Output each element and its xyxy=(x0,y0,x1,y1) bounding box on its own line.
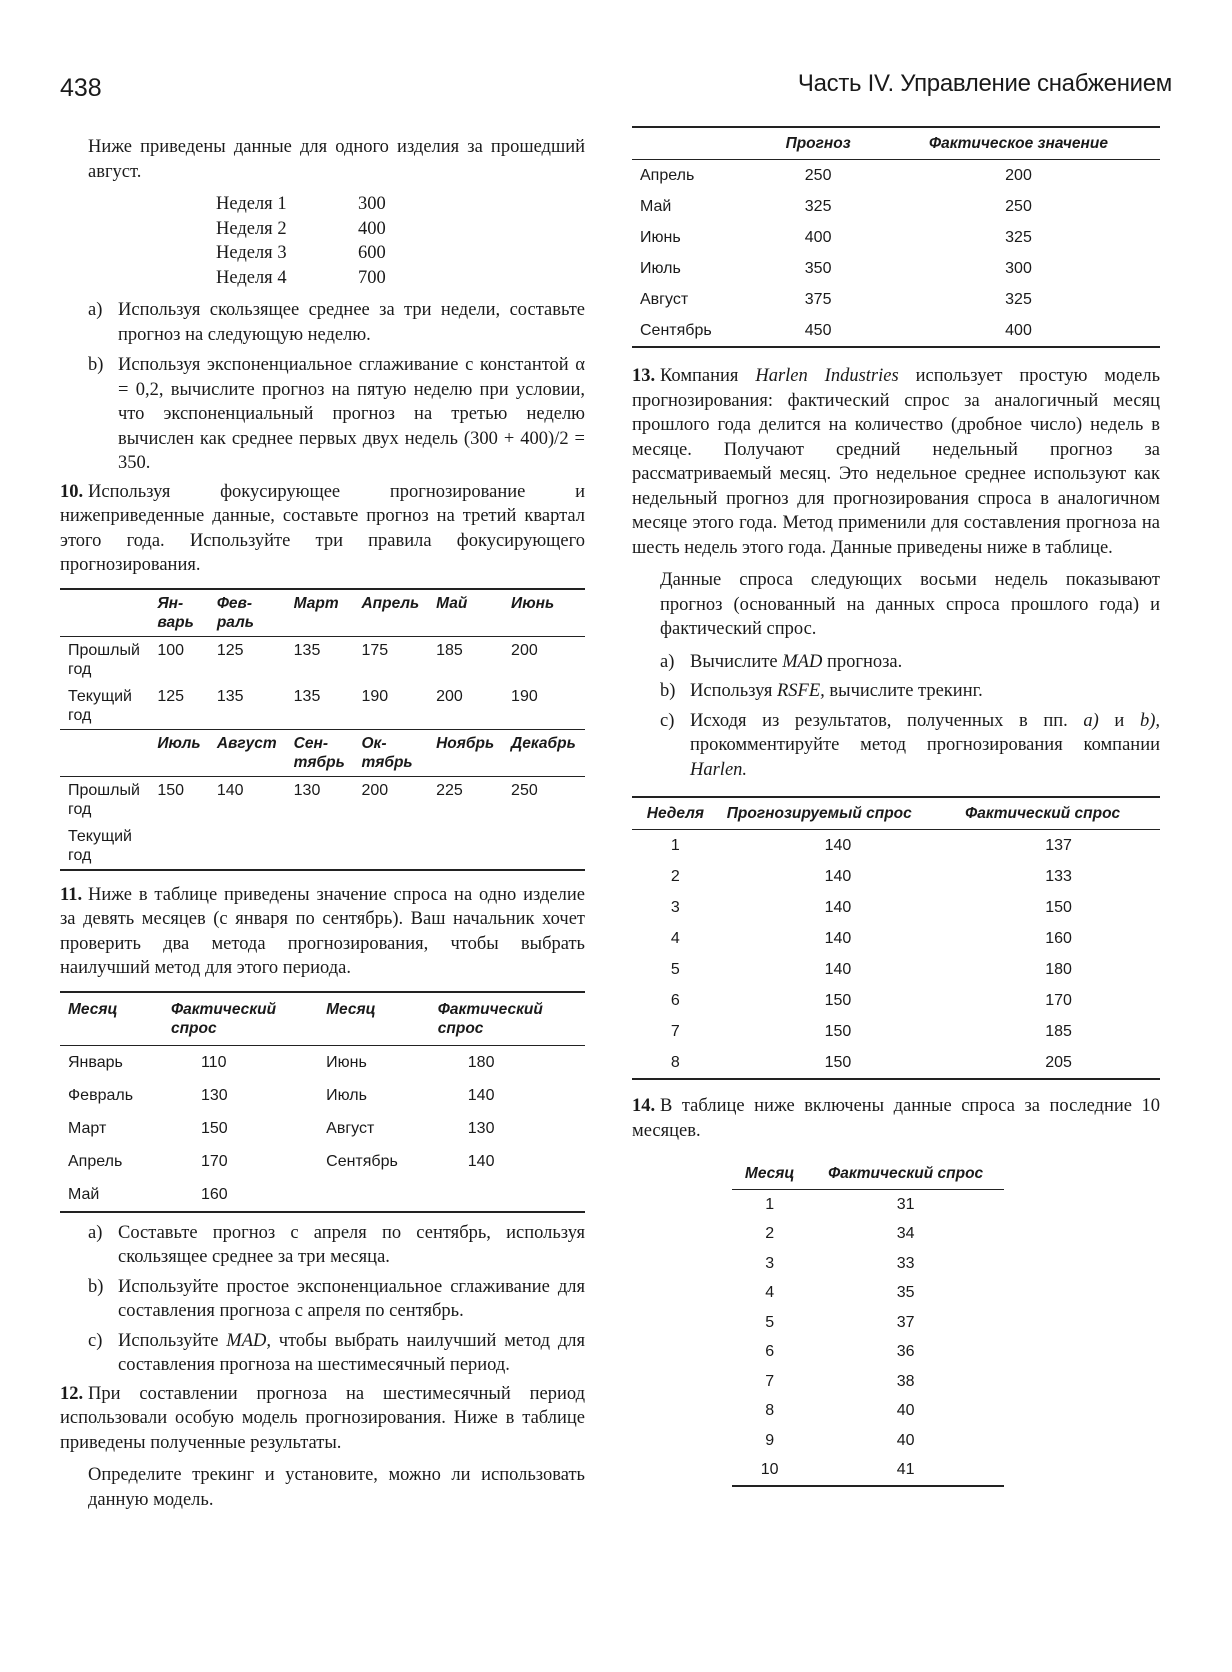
q13a-em: MAD xyxy=(782,651,823,672)
q12-text: При составлении прогноза на шестимесячный период использовали особую модель прогнозирования. Ниже в таблице приведены полученные результаты. xyxy=(60,1383,585,1453)
cell: Сентябрь xyxy=(640,322,712,339)
q9b-marker: b) xyxy=(88,355,104,375)
header-row xyxy=(632,797,1160,830)
left-column xyxy=(60,135,585,1512)
table-row xyxy=(732,1219,1004,1249)
table-row xyxy=(60,823,585,870)
table-row xyxy=(60,636,585,683)
q13b-pre: Используя xyxy=(690,681,777,701)
week-list xyxy=(216,192,585,290)
table-row xyxy=(632,284,1160,315)
cell: 150 xyxy=(824,1023,852,1040)
cell: 140 xyxy=(467,1086,495,1104)
right-column xyxy=(632,126,1160,1487)
cell: 34 xyxy=(896,1225,915,1242)
q11c-post: чтобы выбрать наилучший метод для составления прогноза на шестимесячный период. xyxy=(118,1330,585,1375)
cell: 140 xyxy=(216,781,244,799)
header-cell: Май xyxy=(436,594,468,612)
q12 xyxy=(60,1382,585,1456)
q9-intro: Ниже приведены данные для одного изделия за прошедший август. xyxy=(88,137,585,182)
header-cell: Фактический спрос xyxy=(170,1000,277,1037)
week-value: 400 xyxy=(358,218,386,239)
header-row xyxy=(732,1159,1004,1189)
cell: 400 xyxy=(804,229,832,246)
table-row xyxy=(60,1045,585,1079)
header-cell: Июль xyxy=(157,734,201,752)
table-row xyxy=(732,1426,1004,1456)
q13c-em3: Harlen. xyxy=(690,759,748,780)
cell: 180 xyxy=(467,1053,495,1071)
q13c xyxy=(632,709,1160,783)
cell: 4 xyxy=(670,930,680,947)
cell: 40 xyxy=(896,1402,915,1419)
header-cell: Фактический спрос xyxy=(965,805,1121,822)
q11a xyxy=(60,1221,585,1270)
q13a-marker: а) xyxy=(660,651,675,672)
q11-text: Ниже в таблице приведены значение спроса на одно изделие за девять месяцев (с января по сентябрь). Ваш начальник хочет проверить два метода прогнозирования, чтобы выбрать наилучший метод для этого периода. xyxy=(60,884,585,978)
cell: 125 xyxy=(157,687,185,705)
cell: 150 xyxy=(200,1119,228,1137)
cell: 100 xyxy=(157,641,185,659)
table-row xyxy=(732,1278,1004,1308)
row-label: Текущий год xyxy=(68,687,132,724)
q11c-pre: Используйте xyxy=(118,1330,227,1351)
cell xyxy=(428,823,503,870)
cell: 375 xyxy=(804,291,832,308)
q11a-marker: а) xyxy=(88,1222,103,1243)
q14-marker: 14. xyxy=(632,1096,656,1116)
q10-text: Используя фокусирующее прогнозирование и нижеприведенные данные, составьте прогноз на третий квартал этого года. Используйте три правила фокусирующего прогнозирования. xyxy=(60,481,585,575)
cell: 135 xyxy=(216,687,244,705)
cell xyxy=(286,823,354,870)
header-cell: Фев- раль xyxy=(216,594,254,631)
cell: 36 xyxy=(896,1343,915,1360)
cell: 175 xyxy=(361,641,389,659)
cell: 325 xyxy=(1005,229,1032,246)
table-row xyxy=(632,954,1160,985)
cell: Май xyxy=(68,1185,100,1203)
week-value: 600 xyxy=(358,243,386,263)
q13a xyxy=(632,650,1160,675)
row-label: Прошлый год xyxy=(68,641,140,678)
header-cell: Прогноз xyxy=(785,135,851,152)
cell: 5 xyxy=(765,1313,775,1331)
cell: Апрель xyxy=(68,1152,123,1170)
q13-text xyxy=(632,364,1160,560)
cell: 190 xyxy=(361,687,389,705)
q11 xyxy=(60,883,585,981)
header-cell: Фактическое значение xyxy=(929,135,1108,152)
cell: 180 xyxy=(1045,961,1072,978)
q13-em: Harlen Industries xyxy=(755,366,899,386)
cell: 31 xyxy=(896,1195,915,1213)
header-cell: Фактический спрос xyxy=(437,1000,543,1037)
q11b-marker: b) xyxy=(88,1276,104,1297)
cell: 250 xyxy=(1005,198,1032,215)
q9a-text: Используя скользящее среднее за три недели, составьте прогноз на следующую неделю. xyxy=(118,300,585,345)
cell xyxy=(209,823,286,870)
cell: 325 xyxy=(804,198,832,215)
week-value: 300 xyxy=(358,194,386,214)
header-cell xyxy=(632,127,759,160)
cell: 200 xyxy=(361,781,389,799)
cell: 1 xyxy=(765,1195,775,1213)
cell: 325 xyxy=(1005,291,1032,308)
q10 xyxy=(60,480,585,578)
cell: 150 xyxy=(1045,899,1072,916)
cell: 6 xyxy=(670,992,680,1009)
q11c-marker: c) xyxy=(88,1330,103,1351)
week-label: Неделя 1 xyxy=(216,194,287,214)
cell: 130 xyxy=(467,1119,495,1137)
cell: 140 xyxy=(824,899,852,916)
table-row xyxy=(632,315,1160,347)
cell: 8 xyxy=(765,1402,775,1419)
cell xyxy=(149,823,208,870)
cell: 150 xyxy=(824,992,852,1009)
cell: 160 xyxy=(200,1185,228,1203)
q14 xyxy=(632,1094,1160,1143)
cell: 185 xyxy=(436,641,463,659)
table-row xyxy=(60,1079,585,1112)
cell: 3 xyxy=(670,899,680,916)
cell: 4 xyxy=(765,1284,775,1301)
q13 xyxy=(632,364,1160,560)
cell: Август xyxy=(326,1119,375,1137)
week-value: 700 xyxy=(358,267,386,288)
table-row xyxy=(632,923,1160,954)
cell: 9 xyxy=(765,1431,775,1449)
week-label: Неделя 2 xyxy=(216,218,287,239)
table-row xyxy=(60,683,585,730)
table-row xyxy=(60,1145,585,1178)
cell: 300 xyxy=(1005,260,1032,277)
header-cell: Август xyxy=(216,734,277,752)
cell: 400 xyxy=(1005,322,1032,339)
cell: 140 xyxy=(824,837,852,854)
cell: 150 xyxy=(157,781,185,799)
cell: 450 xyxy=(804,322,832,339)
cell: 5 xyxy=(670,961,680,978)
header-row xyxy=(632,127,1160,160)
cell: 1 xyxy=(670,837,680,854)
cell: Апрель xyxy=(640,167,695,184)
cell xyxy=(503,823,585,870)
row-label: Прошлый год xyxy=(68,781,140,818)
cell: Август xyxy=(640,291,689,308)
cell: 250 xyxy=(511,781,538,799)
week-row xyxy=(216,192,585,217)
table-row xyxy=(632,830,1160,862)
q11a-text: Составьте прогноз с апреля по сентябрь, используя скользящее среднее за три месяца. xyxy=(118,1222,585,1267)
table-row xyxy=(732,1396,1004,1426)
table-row xyxy=(60,776,585,823)
cell: 10 xyxy=(760,1461,779,1478)
q10-marker: 10. xyxy=(60,481,84,502)
cell: 133 xyxy=(1045,868,1072,885)
cell: 38 xyxy=(896,1372,915,1390)
table-q10 xyxy=(60,588,585,871)
table-q11 xyxy=(60,991,585,1213)
q13b-marker: b) xyxy=(660,681,676,701)
q13-follow: Данные спроса следующих восьми недель показывают прогноз (основанный на данных спроса прошлого года) и фактический спрос. xyxy=(660,570,1160,639)
week-row xyxy=(216,217,585,242)
cell: 41 xyxy=(896,1461,915,1478)
table-row xyxy=(632,861,1160,892)
cell xyxy=(430,1178,585,1212)
cell: 200 xyxy=(1005,167,1032,184)
cell: 140 xyxy=(467,1152,495,1170)
week-label: Неделя 3 xyxy=(216,243,287,263)
header-cell: Прогнозируемый спрос xyxy=(726,805,912,822)
cell: 3 xyxy=(765,1254,775,1272)
cell: 150 xyxy=(824,1054,852,1071)
q9a xyxy=(60,298,585,347)
cell: 33 xyxy=(896,1254,915,1272)
q13c-mid: и xyxy=(1098,710,1140,731)
cell: 140 xyxy=(824,961,852,978)
table-row xyxy=(632,1016,1160,1047)
cell: Июль xyxy=(640,260,681,277)
cell: 35 xyxy=(896,1284,915,1301)
table-row xyxy=(632,892,1160,923)
cell: 350 xyxy=(804,260,832,277)
header-cell xyxy=(60,729,149,776)
cell: 200 xyxy=(511,641,538,659)
table-row xyxy=(632,253,1160,284)
table-row xyxy=(632,985,1160,1016)
cell: 7 xyxy=(670,1023,680,1040)
cell: 135 xyxy=(293,687,321,705)
week-row xyxy=(216,241,585,266)
q9b xyxy=(60,353,585,476)
q13c-marker: c) xyxy=(660,710,675,731)
week-label: Неделя 4 xyxy=(216,267,287,288)
table-row xyxy=(732,1189,1004,1219)
table-q14 xyxy=(732,1159,1004,1487)
cell: 2 xyxy=(765,1225,775,1242)
header-cell: Июнь xyxy=(511,594,555,612)
q13-pre: Компания xyxy=(660,366,756,386)
header-cell: Ок- тябрь xyxy=(361,734,413,771)
cell: 6 xyxy=(765,1343,775,1360)
cell: 140 xyxy=(824,930,852,947)
table-row xyxy=(60,1178,585,1212)
cell xyxy=(353,823,428,870)
header-cell: Ноябрь xyxy=(436,734,495,752)
table-row xyxy=(632,191,1160,222)
header-row xyxy=(60,589,585,637)
cell: 125 xyxy=(216,641,244,659)
table-q13 xyxy=(632,796,1160,1080)
cell: 130 xyxy=(200,1086,228,1104)
cell: 205 xyxy=(1045,1054,1072,1071)
header-cell: Март xyxy=(293,594,339,612)
q12-marker: 12. xyxy=(60,1383,84,1404)
table-row xyxy=(732,1455,1004,1486)
week-row xyxy=(216,266,585,291)
running-head: Часть IV. Управление снабжением xyxy=(797,70,1172,97)
cell: 7 xyxy=(765,1372,775,1390)
q13c-em1: а) xyxy=(1083,710,1099,731)
cell: Январь xyxy=(68,1053,123,1071)
q13-marker: 13. xyxy=(632,366,656,386)
header-row xyxy=(60,729,585,776)
table-row xyxy=(632,160,1160,192)
header-cell: Фактический спрос xyxy=(828,1165,984,1182)
cell: 110 xyxy=(200,1053,227,1071)
cell: 170 xyxy=(200,1152,228,1170)
cell: 37 xyxy=(896,1313,915,1331)
cell: Июнь xyxy=(326,1053,367,1071)
cell: Май xyxy=(640,198,672,215)
q13b xyxy=(632,679,1160,704)
q13c-em2: b), xyxy=(1139,710,1160,731)
q13a-pre: Вычислите xyxy=(690,651,783,672)
q11c xyxy=(60,1329,585,1378)
cell: 160 xyxy=(1045,930,1072,947)
cell: 185 xyxy=(1045,1023,1072,1040)
cell: Февраль xyxy=(68,1086,134,1104)
q9a-marker: а) xyxy=(88,300,103,320)
header-cell: Неделя xyxy=(646,805,704,822)
cell: 8 xyxy=(670,1054,680,1071)
cell: 140 xyxy=(824,868,852,885)
table-row xyxy=(732,1249,1004,1279)
header-cell: Ян- варь xyxy=(157,594,194,631)
cell: 250 xyxy=(804,167,832,184)
cell: 135 xyxy=(293,641,321,659)
q11b xyxy=(60,1275,585,1324)
header-cell: Апрель xyxy=(361,594,420,612)
cell: Сентябрь xyxy=(326,1152,398,1170)
q13b-em: RSFE, xyxy=(777,681,825,701)
header-cell: Месяц xyxy=(68,1000,118,1018)
cell: 40 xyxy=(896,1431,915,1449)
q13c-pre: Исходя из результатов, полученных в пп. xyxy=(690,710,1084,731)
cell: 225 xyxy=(436,781,463,799)
cell xyxy=(318,1178,430,1212)
cell: 130 xyxy=(293,781,321,799)
table-row xyxy=(60,1112,585,1145)
cell: 137 xyxy=(1045,837,1072,854)
cell: Июнь xyxy=(640,229,681,246)
q13b-post: вычислите трекинг. xyxy=(824,681,983,701)
cell: Март xyxy=(68,1119,107,1137)
page-number: 438 xyxy=(60,74,102,102)
row-label: Текущий год xyxy=(68,827,132,864)
q11c-em: MAD, xyxy=(226,1330,271,1351)
table-q12 xyxy=(632,126,1160,348)
cell: 170 xyxy=(1045,992,1072,1009)
cell: 190 xyxy=(511,687,538,705)
cell: 200 xyxy=(436,687,463,705)
header-cell xyxy=(60,589,149,637)
table-row xyxy=(732,1337,1004,1367)
q13-post: использует простую модель прогнозирования: фактический спрос за аналогичный месяц прошлого года делится на количество (дробное число) недель в месяце. Получают средний недельный прогноз за рассматриваемый месяц. Это недельное среднее используют как недельный прогноз для прогнозирования спроса в аналогичном месяце этого года. Метод применили для составления прогноза на шесть недель этого года. Данные приведены ниже в таблице. xyxy=(632,366,1161,558)
q11-marker: 11. xyxy=(60,884,83,905)
q13a-post: прогноза. xyxy=(822,651,903,672)
q12-follow: Определите трекинг и установите, можно ли использовать данную модель. xyxy=(88,1465,585,1510)
cell: 2 xyxy=(670,868,680,885)
q9b-text: Используя экспоненциальное сглаживание с константой α = 0,2, вычислите прогноз на пятую неделю при условии, что экспоненциальный прогноз на третью неделю вычислен как среднее первых двух недель (300 + 400)/2 = 350. xyxy=(118,355,585,473)
header-cell: Месяц xyxy=(326,1000,376,1018)
header-row xyxy=(60,992,585,1046)
header-cell: Сен- тябрь xyxy=(293,734,345,771)
q13c-mid2: прокомментируйте метод прогнозирования компании xyxy=(690,735,1160,755)
header-cell: Месяц xyxy=(744,1165,795,1182)
table-row xyxy=(732,1367,1004,1397)
table-row xyxy=(632,1047,1160,1079)
q11b-text: Используйте простое экспоненциальное сглаживание для составления прогноза с апреля по сентябрь. xyxy=(118,1276,585,1321)
q14-text: В таблице ниже включены данные спроса за последние 10 месяцев. xyxy=(632,1096,1160,1141)
table-row xyxy=(732,1308,1004,1338)
cell: Июль xyxy=(326,1086,367,1104)
header-cell: Декабрь xyxy=(511,734,576,752)
table-row xyxy=(632,222,1160,253)
